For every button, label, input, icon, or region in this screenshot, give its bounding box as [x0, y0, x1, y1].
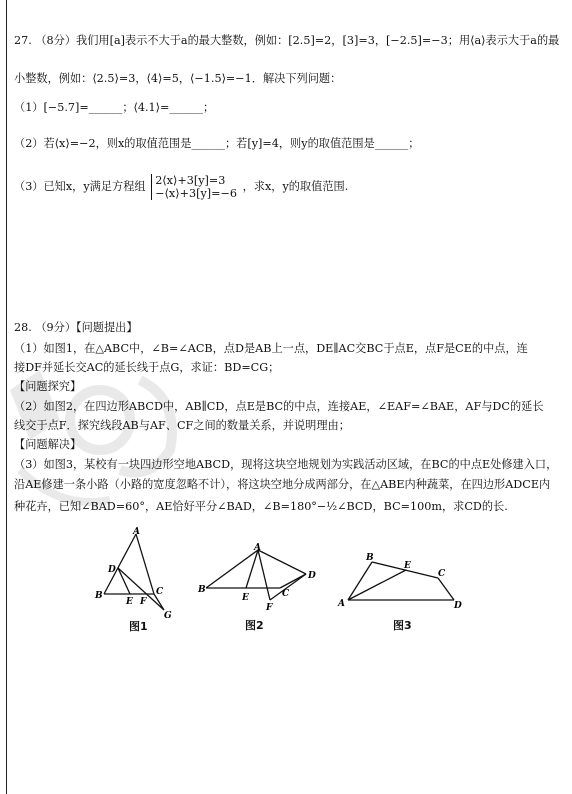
q28-p3c: 种花卉，已知∠BAD=60°，AE恰好平分∠BAD，∠B=180°−½∠BCD，BC=100m，求CD的长.: [14, 500, 508, 513]
fig2-label-F: F: [266, 603, 273, 612]
fig3-label-E: E: [404, 561, 411, 571]
fig2-label-E: E: [242, 593, 249, 603]
q28-p2a: （2）如图2，在四边形ABCD中，AB∥CD，点E是BC的中点，连接AE，∠EAF=∠BAE，AF与DC的延长: [14, 400, 544, 413]
figure-2: [196, 540, 321, 612]
fig2-label-D: D: [308, 571, 316, 581]
q27-part3-suffix: ，求x，y的取值范围.: [242, 180, 349, 193]
q27-line1: 27. （8分）我们用[a]表示不大于a的最大整数，例如：[2.5]=2，[3]=3，[−2.5]=−3；用⟨a⟩表示大于a的最: [14, 34, 560, 47]
figure-1: [92, 526, 182, 621]
fig1-label-G: G: [164, 611, 172, 621]
q28-solve-heading: 【问题解决】: [14, 438, 82, 451]
fig3-label-D: D: [454, 601, 462, 611]
fig1-label-C: C: [156, 587, 164, 597]
fig1-label-D: D: [108, 565, 116, 575]
equation-2: −⟨x⟩+3[y]=−6: [155, 187, 238, 200]
fig1-label-A: A: [133, 527, 140, 537]
fig2-caption: 图2: [245, 619, 264, 632]
q28-p1a: （1）如图1，在△ABC中，∠B=∠ACB，点D是AB上一点，DE∥AC交BC于点E，点F是CE的中点，连: [14, 342, 528, 355]
fig1-label-E: E: [126, 597, 133, 607]
fig1-label-F: F: [140, 597, 147, 607]
fig1-caption: 图1: [129, 620, 148, 633]
figure-3: [336, 546, 464, 612]
q27-part3-prefix: （3）已知x，y满足方程组: [14, 180, 146, 193]
q27-part3: [14, 174, 566, 200]
q27-part1: （1）[−5.7]=______；⟨4.1⟩=______；: [14, 101, 215, 114]
q27-line2: 小整数，例如：⟨2.5⟩=3，⟨4⟩=5，⟨−1.5⟩=−1．解决下列问题：: [14, 72, 342, 85]
fig3-caption: 图3: [393, 619, 412, 632]
equation-1: 2⟨x⟩+3[y]=3: [155, 174, 226, 187]
fig2-label-B: B: [198, 585, 206, 595]
fig1-label-B: B: [95, 591, 103, 601]
fig3-label-C: C: [438, 569, 446, 579]
fig2-label-A: A: [254, 543, 261, 553]
q28-p1b: 接DF并延长交AC的延长线于点G，求证：BD=CG；: [14, 361, 280, 374]
fig2-label-C: C: [282, 589, 290, 599]
fig3-label-B: B: [366, 553, 374, 563]
q28-p3a: （3）如图3，某校有一块四边形空地ABCD，现将这块空地规划为实践活动区域，在BC的中点E处修建入口，: [14, 458, 558, 471]
q28-header: 28. （9分）【问题提出】: [14, 321, 138, 334]
fig3-label-A: A: [338, 599, 345, 609]
q27-part2: （2）若⟨x⟩=−2，则x的取值范围是______；若[y]=4，则y的取值范围是______；: [14, 137, 420, 150]
q28-explore-heading: 【问题探究】: [14, 380, 82, 393]
q28-p2b: 线交于点F．探究线段AB与AF、CF之间的数量关系，并说明理由；: [14, 419, 350, 432]
equation-system: [151, 174, 237, 200]
q28-p3b: 沿AE修建一条小路（小路的宽度忽略不计），将这块空地分成两部分，在△ABE内种蔬菜，在四边形ADCE内: [14, 478, 551, 491]
